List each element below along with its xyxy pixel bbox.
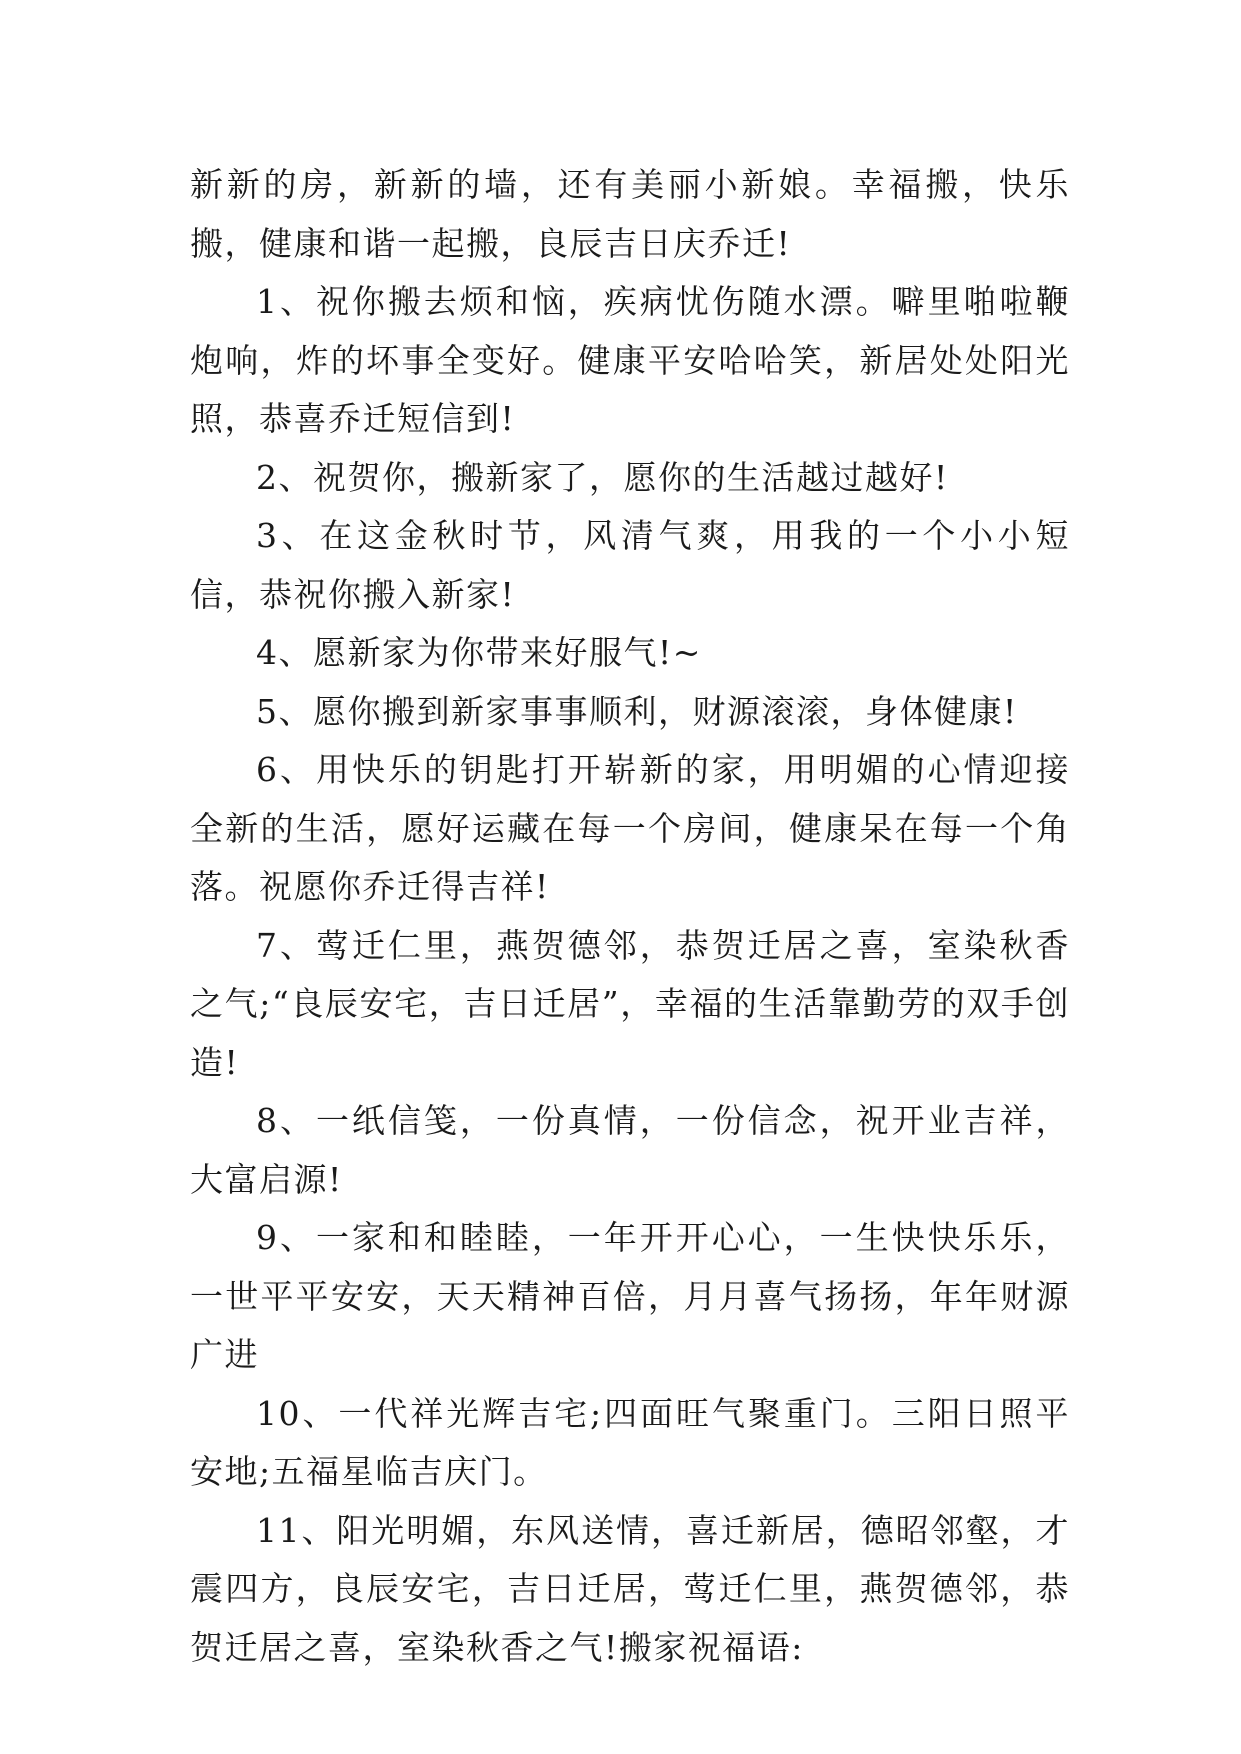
paragraph-item-4: 4、愿新家为你带来好服气!~ <box>256 633 702 672</box>
paragraph-item-2: 2、祝贺你，搬新家了，愿你的生活越过越好! <box>256 457 949 497</box>
paragraph-item-8: 8、一纸信笺，一份真情，一份信念，祝开业吉祥，大富启源! <box>190 1101 1070 1199</box>
document-body <box>190 156 1070 1677</box>
paragraph-item-5: 5、愿你搬到新家事事顺利，财源滚滚，身体健康! <box>256 691 1018 731</box>
paragraph-item-6: 6、用快乐的钥匙打开崭新的家，用明媚的心情迎接全新的生活，愿好运藏在每一个房间，健康呆在每一个角落。祝愿你乔迁得吉祥! <box>190 750 1070 906</box>
paragraph-intro: 新新的房，新新的墙，还有美丽小新娘。幸福搬，快乐搬，健康和谐一起搬，良辰吉日庆乔迁! <box>190 165 1070 263</box>
paragraph-item-11: 11、阳光明媚，东风送情，喜迁新居，德昭邻壑，才震四方，良辰安宅，吉日迁居，莺迁仁里，燕贺德邻，恭贺迁居之喜，室染秋香之气!搬家祝福语: <box>190 1510 1070 1667</box>
paragraph-item-3: 3、在这金秋时节，风清气爽，用我的一个小小短信，恭祝你搬入新家! <box>190 516 1070 614</box>
paragraph-item-10: 10、一代祥光辉吉宅;四面旺气聚重门。三阳日照平安地;五福星临吉庆门。 <box>190 1393 1070 1491</box>
paragraph-item-9: 9、一家和和睦睦，一年开开心心，一生快快乐乐，一世平平安安，天天精神百倍，月月喜气扬扬，年年财源广进 <box>190 1218 1070 1374</box>
paragraph-item-7: 7、莺迁仁里，燕贺德邻，恭贺迁居之喜，室染秋香之气;“良辰安宅，吉日迁居”，幸福的生活靠勤劳的双手创造! <box>190 925 1070 1082</box>
paragraph-item-1: 1、祝你搬去烦和恼，疾病忧伤随水漂。噼里啪啦鞭炮响，炸的坏事全变好。健康平安哈哈笑，新居处处阳光照，恭喜乔迁短信到! <box>190 282 1070 438</box>
